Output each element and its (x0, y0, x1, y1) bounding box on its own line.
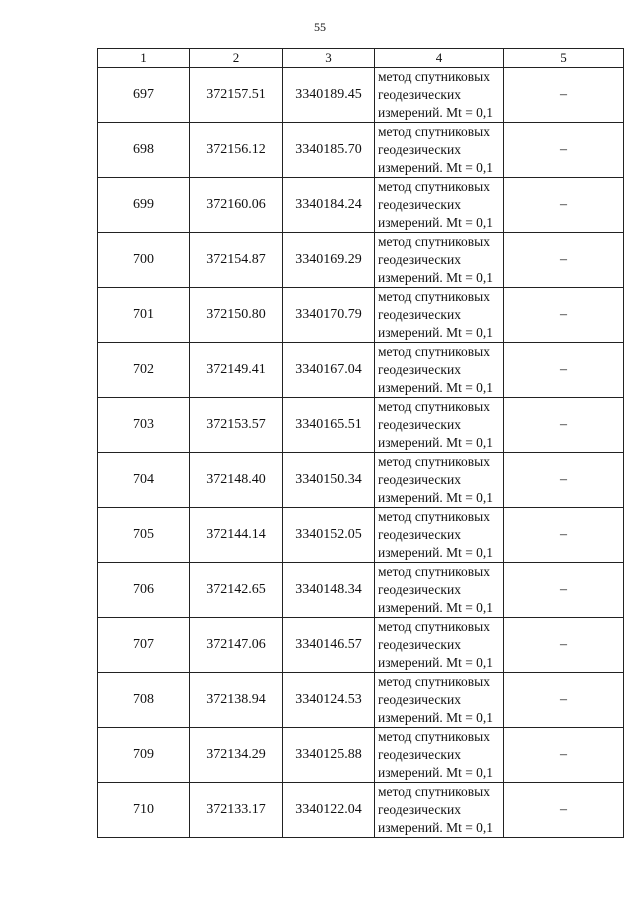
method-line: измерений. Mt = 0,1 (378, 380, 494, 395)
method-line: геодезических (378, 362, 461, 377)
method-line: геодезических (378, 582, 461, 597)
note-cell: – (504, 453, 624, 508)
table-row (98, 398, 624, 453)
y-coordinate-cell: 3340152.05 (283, 508, 375, 563)
method-cell (375, 563, 504, 618)
method-cell (375, 618, 504, 673)
method-line: метод спутниковых (378, 124, 490, 139)
method-cell (375, 783, 504, 838)
method-cell (375, 178, 504, 233)
method-line: измерений. Mt = 0,1 (378, 710, 494, 725)
note-cell: – (504, 178, 624, 233)
method-line: геодезических (378, 747, 461, 762)
page-number: 55 (314, 20, 326, 34)
note-cell: – (504, 233, 624, 288)
y-coordinate-cell: 3340146.57 (283, 618, 375, 673)
note-cell: – (504, 783, 624, 838)
method-line: геодезических (378, 527, 461, 542)
method-line: измерений. Mt = 0,1 (378, 435, 494, 450)
table-row (98, 343, 624, 398)
method-cell (375, 123, 504, 178)
note-cell: – (504, 563, 624, 618)
point-number-cell: 701 (98, 288, 190, 343)
method-line: геодезических (378, 637, 461, 652)
x-coordinate-cell: 372150.80 (190, 288, 283, 343)
method-line: метод спутниковых (378, 619, 490, 634)
method-cell (375, 728, 504, 783)
method-line: геодезических (378, 472, 461, 487)
y-coordinate-cell: 3340150.34 (283, 453, 375, 508)
y-coordinate-cell: 3340167.04 (283, 343, 375, 398)
x-coordinate-cell: 372153.57 (190, 398, 283, 453)
method-line: метод спутниковых (378, 564, 490, 579)
point-number-cell: 698 (98, 123, 190, 178)
method-line: геодезических (378, 692, 461, 707)
x-coordinate-cell: 372133.17 (190, 783, 283, 838)
header-cell-3: 3 (283, 49, 375, 68)
x-coordinate-cell: 372154.87 (190, 233, 283, 288)
point-number-cell: 699 (98, 178, 190, 233)
method-line: измерений. Mt = 0,1 (378, 215, 494, 230)
method-cell (375, 508, 504, 563)
note-cell: – (504, 398, 624, 453)
method-line: метод спутниковых (378, 399, 490, 414)
method-line: измерений. Mt = 0,1 (378, 820, 494, 835)
note-cell: – (504, 288, 624, 343)
method-cell (375, 453, 504, 508)
y-coordinate-cell: 3340170.79 (283, 288, 375, 343)
table-row (98, 673, 624, 728)
method-cell (375, 288, 504, 343)
note-cell: – (504, 728, 624, 783)
method-line: измерений. Mt = 0,1 (378, 160, 494, 175)
method-line: измерений. Mt = 0,1 (378, 655, 494, 670)
method-line: метод спутниковых (378, 674, 490, 689)
table-row (98, 728, 624, 783)
method-line: метод спутниковых (378, 289, 490, 304)
method-cell (375, 233, 504, 288)
method-line: метод спутниковых (378, 344, 490, 359)
point-number-cell: 697 (98, 68, 190, 123)
x-coordinate-cell: 372157.51 (190, 68, 283, 123)
method-cell (375, 68, 504, 123)
header-cell-4: 4 (375, 49, 504, 68)
method-line: геодезических (378, 802, 461, 817)
point-number-cell: 709 (98, 728, 190, 783)
table-row (98, 618, 624, 673)
x-coordinate-cell: 372134.29 (190, 728, 283, 783)
point-number-cell: 704 (98, 453, 190, 508)
method-line: измерений. Mt = 0,1 (378, 545, 494, 560)
method-line: измерений. Mt = 0,1 (378, 105, 494, 120)
header-row (98, 49, 624, 68)
x-coordinate-cell: 372148.40 (190, 453, 283, 508)
y-coordinate-cell: 3340184.24 (283, 178, 375, 233)
x-coordinate-cell: 372156.12 (190, 123, 283, 178)
point-number-cell: 708 (98, 673, 190, 728)
note-cell: – (504, 618, 624, 673)
method-line: геодезических (378, 417, 461, 432)
method-cell (375, 343, 504, 398)
table-row (98, 508, 624, 563)
method-line: измерений. Mt = 0,1 (378, 765, 494, 780)
y-coordinate-cell: 3340169.29 (283, 233, 375, 288)
table-row (98, 453, 624, 508)
method-line: геодезических (378, 87, 461, 102)
x-coordinate-cell: 372144.14 (190, 508, 283, 563)
y-coordinate-cell: 3340124.53 (283, 673, 375, 728)
point-number-cell: 710 (98, 783, 190, 838)
y-coordinate-cell: 3340122.04 (283, 783, 375, 838)
point-number-cell: 700 (98, 233, 190, 288)
note-cell: – (504, 68, 624, 123)
note-cell: – (504, 673, 624, 728)
method-line: метод спутниковых (378, 784, 490, 799)
point-number-cell: 706 (98, 563, 190, 618)
x-coordinate-cell: 372149.41 (190, 343, 283, 398)
point-number-cell: 702 (98, 343, 190, 398)
point-number-cell: 703 (98, 398, 190, 453)
point-number-cell: 707 (98, 618, 190, 673)
table-row (98, 178, 624, 233)
note-cell: – (504, 123, 624, 178)
method-line: геодезических (378, 307, 461, 322)
method-line: измерений. Mt = 0,1 (378, 270, 494, 285)
method-line: метод спутниковых (378, 234, 490, 249)
x-coordinate-cell: 372142.65 (190, 563, 283, 618)
x-coordinate-cell: 372147.06 (190, 618, 283, 673)
method-line: измерений. Mt = 0,1 (378, 325, 494, 340)
method-line: геодезических (378, 197, 461, 212)
method-line: метод спутниковых (378, 179, 490, 194)
x-coordinate-cell: 372138.94 (190, 673, 283, 728)
coordinates-table (97, 48, 624, 838)
method-line: геодезических (378, 252, 461, 267)
note-cell: – (504, 343, 624, 398)
y-coordinate-cell: 3340148.34 (283, 563, 375, 618)
x-coordinate-cell: 372160.06 (190, 178, 283, 233)
y-coordinate-cell: 3340185.70 (283, 123, 375, 178)
method-cell (375, 398, 504, 453)
y-coordinate-cell: 3340125.88 (283, 728, 375, 783)
table-row (98, 233, 624, 288)
y-coordinate-cell: 3340165.51 (283, 398, 375, 453)
header-cell-2: 2 (190, 49, 283, 68)
header-cell-1: 1 (98, 49, 190, 68)
method-line: геодезических (378, 142, 461, 157)
method-line: метод спутниковых (378, 454, 490, 469)
y-coordinate-cell: 3340189.45 (283, 68, 375, 123)
method-line: измерений. Mt = 0,1 (378, 490, 494, 505)
table-row (98, 783, 624, 838)
method-cell (375, 673, 504, 728)
table-row (98, 563, 624, 618)
table-row (98, 68, 624, 123)
header-cell-5: 5 (504, 49, 624, 68)
method-line: метод спутниковых (378, 509, 490, 524)
method-line: метод спутниковых (378, 729, 490, 744)
table-body (98, 68, 624, 838)
table-row (98, 288, 624, 343)
point-number-cell: 705 (98, 508, 190, 563)
note-cell: – (504, 508, 624, 563)
method-line: измерений. Mt = 0,1 (378, 600, 494, 615)
method-line: метод спутниковых (378, 69, 490, 84)
table-row (98, 123, 624, 178)
